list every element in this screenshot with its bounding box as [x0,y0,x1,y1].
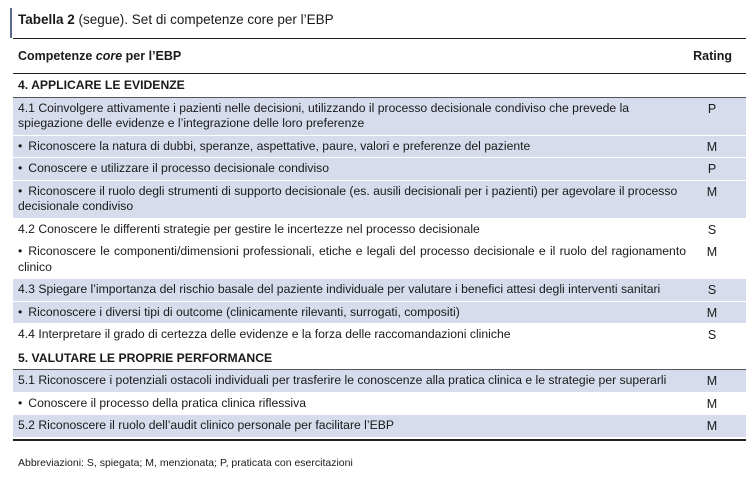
header-rating: Rating [693,49,732,63]
competence-text: 4.3 Spiegare l’importanza del rischio basale del paziente individuale per valutare i benefici attesi degli interventi sanitari [18,282,661,296]
competence-text: 4. APPLICARE LE EVIDENZE [18,78,185,92]
competence-text: • Conoscere e utilizzare il processo decisionale condiviso [13,158,746,180]
rating-value: S [707,283,717,297]
rating-value: M [706,396,718,411]
rating-value: M [706,374,718,388]
table-title [18,12,334,27]
competence-text: 5. VALUTARE LE PROPRIE PERFORMANCE [18,350,273,365]
rating-value: M [706,419,718,433]
table-label: Tabella 2 [18,12,75,27]
competence-text: 5.2 Riconoscere il ruolo dell’audit clinico personale per facilitare l’EBP [18,418,394,432]
competence-table [13,38,746,438]
competence-text: 4.4 Interpretare il grado di certezza delle evidenze e la forza delle raccomandazioni cliniche [18,327,511,341]
competence-text: • Riconoscere i diversi tipi di outcome (clinicamente rilevanti, surrogati, compositi) [13,302,746,324]
table-caption: (segue). Set di competenze core per l’EBP [74,12,334,27]
header-competenze: Competenze core per l’EBP [18,49,182,63]
table-row [13,158,746,181]
footnote: Abbreviazioni: S, spiegata; M, menzionata; P, praticata con esercitazioni [18,457,353,469]
competence-text: • Riconoscere le componenti/dimensioni professionali, etiche e legali del processo decisionale e il ruolo del ragionamento clinico [13,241,746,278]
rating-value: M [706,184,718,199]
table-row [13,302,746,325]
table-row [13,415,746,438]
rating-value: P [707,162,717,176]
table-row [13,98,746,136]
table-row [13,279,746,302]
table-row [13,241,746,279]
competence-text: • Riconoscere la natura di dubbi, speranze, aspettative, paure, valori e preferenze del paziente [13,136,746,158]
rating-value: S [707,222,717,237]
rating-value: M [706,305,718,320]
rating-value: S [707,328,717,342]
table-row [13,393,746,416]
competence-text: • Riconoscere il ruolo degli strumenti di supporto decisionale (es. ausili decisionali per i pazienti) per agevolare il processo decisionale condiviso [13,181,746,218]
table-row [13,181,746,219]
table-row [13,347,746,371]
table-row [13,74,746,98]
competence-text: 4.2 Conoscere le differenti strategie per gestire le incertezze nel processo decisionale [18,221,480,236]
table-header [13,38,746,74]
table-row [13,324,746,347]
table-row [13,136,746,159]
table-body [13,74,746,438]
competence-text: • Conoscere il processo della pratica clinica riflessiva [13,393,746,415]
title-rule [10,8,12,38]
rating-value: M [706,139,718,154]
table-bottom-rule [13,439,746,441]
competence-text: 4.1 Coinvolgere attivamente i pazienti nelle decisioni, utilizzando il processo decisionale condiviso che prevede la spiegazione delle evidenze e l’integrazione delle loro preferenze [18,100,630,130]
competence-text: 5.1 Riconoscere i potenziali ostacoli individuali per trasferire le conoscenze alla pratica clinica e le strategie per superarli [18,373,667,387]
rating-value: M [706,245,718,259]
rating-value: P [707,101,717,116]
table-row [13,219,746,242]
table-row [13,370,746,393]
